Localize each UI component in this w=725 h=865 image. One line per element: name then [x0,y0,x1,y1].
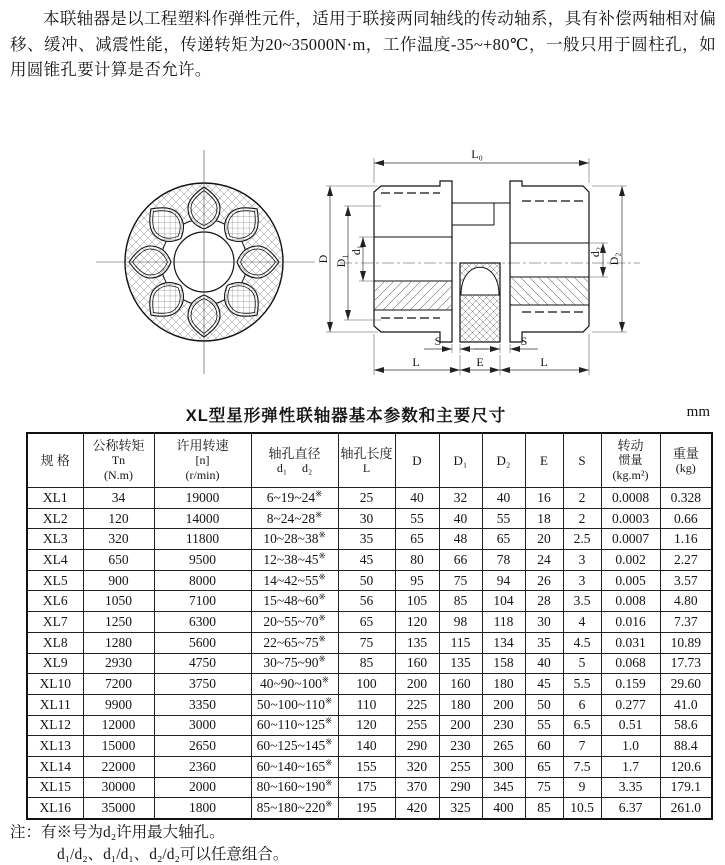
value-cell: 75 [338,632,395,653]
max-bore-star-mark: ※ [324,715,333,726]
spec-cell: XL4 [27,550,83,571]
value-cell: 95 [395,570,439,591]
value-cell: 12~38~45※ [251,550,338,571]
col-header-0: 规 格 [27,433,83,488]
value-cell: 2000 [154,777,251,798]
value-cell: 65 [338,612,395,633]
value-cell: 140 [338,736,395,757]
value-cell: 40 [439,508,482,529]
value-cell: 0.0008 [601,488,660,509]
value-cell: 200 [395,674,439,695]
col-header-10: 转动 惯量 (kg.m²) [601,433,660,488]
value-cell: 6~19~24※ [251,488,338,509]
table-title: XL型星形弹性联轴器基本参数和主要尺寸 [185,407,507,425]
col-header-11: 重量 (kg) [660,433,712,488]
value-cell: 345 [482,777,525,798]
value-cell: 55 [482,508,525,529]
value-cell: 110 [338,694,395,715]
value-cell: 265 [482,736,525,757]
value-cell: 9500 [154,550,251,571]
col-header-6: D₁ [439,433,482,488]
table-row [27,756,712,777]
spec-cell: XL1 [27,488,83,509]
value-cell: 4 [563,612,601,633]
value-cell: 65 [482,529,525,550]
value-cell: 4750 [154,653,251,674]
value-cell: 135 [439,653,482,674]
dim-label-d2: d₂ [588,246,602,258]
dim-label-L0: L₀ [471,147,483,161]
value-cell: 105 [395,591,439,612]
table-header-row [27,433,712,488]
value-cell: 2 [563,488,601,509]
dim-label-L-right: L [540,355,548,369]
value-cell: 2360 [154,756,251,777]
coupling-drawing [0,140,725,398]
value-cell: 2650 [154,736,251,757]
value-cell: 290 [395,736,439,757]
table-row [27,736,712,757]
value-cell: 60~110~125※ [251,715,338,736]
value-cell: 55 [395,508,439,529]
value-cell: 22000 [83,756,154,777]
value-cell: 255 [439,756,482,777]
table-row [27,674,712,695]
dim-label-D2: D₂ [607,252,621,266]
notes [10,822,288,865]
value-cell: 120 [83,508,154,529]
value-cell: 180 [482,674,525,695]
spec-cell: XL5 [27,570,83,591]
col-header-4: 轴孔长度 L [338,433,395,488]
value-cell: 255 [395,715,439,736]
max-bore-star-mark: ※ [318,633,326,644]
value-cell: 30~75~90※ [251,653,338,674]
max-bore-star-mark: ※ [318,653,326,664]
dim-label-D1: D₁ [334,254,348,268]
value-cell: 10.89 [660,632,712,653]
max-bore-star-mark: ※ [325,736,333,747]
spec-cell: XL7 [27,612,83,633]
value-cell: 35 [338,529,395,550]
spec-cell: XL10 [27,674,83,695]
value-cell: 14000 [154,508,251,529]
value-cell: 34 [83,488,154,509]
value-cell: 3750 [154,674,251,695]
value-cell: 370 [395,777,439,798]
value-cell: 15~48~60※ [251,591,338,612]
intro-paragraph: 本联轴器是以工程塑料作弹性元件，适用于联接两同轴线的传动轴系，具有补偿两轴相对偏移、缓冲、减震性能，传递转矩为20~35000N·m，工作温度-35~+80℃，一般只用于圆柱孔，如用圆锥孔要计算是否允许。 [10,9,716,79]
value-cell: 120 [338,715,395,736]
max-bore-star-mark: ※ [315,488,323,499]
value-cell: 118 [482,612,525,633]
spec-cell: XL11 [27,694,83,715]
value-cell: 1.7 [601,756,660,777]
max-bore-star-mark: ※ [325,798,333,809]
value-cell: 30 [525,612,563,633]
value-cell: 60~140~165※ [251,756,338,777]
max-bore-star-mark: ※ [318,529,326,540]
value-cell: 60 [525,736,563,757]
value-cell: 75 [439,570,482,591]
table-caption [26,402,710,426]
value-cell: 66 [439,550,482,571]
value-cell: 7.5 [563,756,601,777]
value-cell: 8~24~28※ [251,508,338,529]
spec-cell: XL15 [27,777,83,798]
value-cell: 225 [395,694,439,715]
value-cell: 6.37 [601,798,660,819]
col-header-2: 许用转速 [n] (r/min) [154,433,251,488]
value-cell: 155 [338,756,395,777]
value-cell: 85 [338,653,395,674]
value-cell: 135 [395,632,439,653]
table-row [27,488,712,509]
value-cell: 85~180~220※ [251,798,338,819]
value-cell: 3350 [154,694,251,715]
value-cell: 5 [563,653,601,674]
value-cell: 10.5 [563,798,601,819]
dim-label-d1: d₁ [349,244,363,256]
value-cell: 7200 [83,674,154,695]
table-unit-label: mm [686,404,710,420]
value-cell: 6300 [154,612,251,633]
max-bore-star-mark: ※ [315,509,323,520]
value-cell: 80~160~190※ [251,777,338,798]
max-bore-star-mark: ※ [318,591,326,602]
front-view [96,150,315,374]
value-cell: 0.51 [601,715,660,736]
spec-cell: XL13 [27,736,83,757]
value-cell: 5600 [154,632,251,653]
value-cell: 30 [338,508,395,529]
value-cell: 6 [563,694,601,715]
value-cell: 58.6 [660,715,712,736]
value-cell: 30000 [83,777,154,798]
value-cell: 55 [525,715,563,736]
value-cell: 29.60 [660,674,712,695]
table-row [27,632,712,653]
value-cell: 8000 [154,570,251,591]
value-cell: 400 [482,798,525,819]
value-cell: 0.005 [601,570,660,591]
value-cell: 16 [525,488,563,509]
value-cell: 179.1 [660,777,712,798]
value-cell: 9900 [83,694,154,715]
value-cell: 300 [482,756,525,777]
max-bore-star-mark: ※ [325,757,333,768]
value-cell: 261.0 [660,798,712,819]
table-row [27,591,712,612]
max-bore-star-mark: ※ [325,777,333,788]
value-cell: 5.5 [563,674,601,695]
value-cell: 200 [439,715,482,736]
value-cell: 4.80 [660,591,712,612]
value-cell: 3000 [154,715,251,736]
value-cell: 0.277 [601,694,660,715]
max-bore-star-mark: ※ [318,550,326,561]
table-row [27,777,712,798]
max-bore-star-mark: ※ [318,571,326,582]
value-cell: 41.0 [660,694,712,715]
table-row [27,570,712,591]
value-cell: 2.5 [563,529,601,550]
value-cell: 160 [439,674,482,695]
value-cell: 60~125~145※ [251,736,338,757]
dim-label-D: D [316,254,330,264]
note-line-1: 注：有※号为d₂许用最大轴孔。 [10,824,225,841]
value-cell: 9 [563,777,601,798]
value-cell: 94 [482,570,525,591]
note-line-2: d₁/d₂、d₁/d₁、d₂/d₂可以任意组合。 [57,845,289,863]
value-cell: 325 [439,798,482,819]
value-cell: 50~100~110※ [251,694,338,715]
spec-cell: XL16 [27,798,83,819]
value-cell: 6.5 [563,715,601,736]
value-cell: 10~28~38※ [251,529,338,550]
dim-label-S-right: S [520,334,528,348]
value-cell: 45 [338,550,395,571]
value-cell: 1.16 [660,529,712,550]
value-cell: 14~42~55※ [251,570,338,591]
value-cell: 17.73 [660,653,712,674]
spec-cell: XL8 [27,632,83,653]
value-cell: 98 [439,612,482,633]
value-cell: 40~90~100※ [251,674,338,695]
value-cell: 175 [338,777,395,798]
value-cell: 200 [482,694,525,715]
value-cell: 134 [482,632,525,653]
value-cell: 3.35 [601,777,660,798]
value-cell: 195 [338,798,395,819]
value-cell: 80 [395,550,439,571]
table-row [27,529,712,550]
value-cell: 65 [525,756,563,777]
table-row [27,715,712,736]
value-cell: 0.0003 [601,508,660,529]
value-cell: 85 [525,798,563,819]
value-cell: 20 [525,529,563,550]
section-view [316,147,640,375]
value-cell: 3 [563,550,601,571]
value-cell: 11800 [154,529,251,550]
value-cell: 24 [525,550,563,571]
dim-label-L-left: L [412,355,420,369]
table-row [27,653,712,674]
value-cell: 3.57 [660,570,712,591]
value-cell: 104 [482,591,525,612]
value-cell: 35 [525,632,563,653]
value-cell: 320 [395,756,439,777]
spec-cell: XL14 [27,756,83,777]
value-cell: 15000 [83,736,154,757]
table-row [27,694,712,715]
value-cell: 230 [482,715,525,736]
value-cell: 1050 [83,591,154,612]
value-cell: 56 [338,591,395,612]
note-prefix: 注： [10,824,42,841]
value-cell: 0.002 [601,550,660,571]
value-cell: 7100 [154,591,251,612]
value-cell: 158 [482,653,525,674]
value-cell: 48 [439,529,482,550]
dim-label-S-left: S [434,334,442,348]
value-cell: 25 [338,488,395,509]
value-cell: 0.66 [660,508,712,529]
dim-label-E: E [476,355,484,369]
value-cell: 180 [439,694,482,715]
spec-cell: XL9 [27,653,83,674]
value-cell: 50 [338,570,395,591]
value-cell: 900 [83,570,154,591]
value-cell: 85 [439,591,482,612]
value-cell: 1800 [154,798,251,819]
value-cell: 115 [439,632,482,653]
value-cell: 320 [83,529,154,550]
value-cell: 120.6 [660,756,712,777]
col-header-3: 轴孔直径 d₁ d₂ [251,433,338,488]
value-cell: 28 [525,591,563,612]
col-header-8: E [525,433,563,488]
value-cell: 50 [525,694,563,715]
value-cell: 18 [525,508,563,529]
col-header-7: D₂ [482,433,525,488]
value-cell: 7 [563,736,601,757]
value-cell: 650 [83,550,154,571]
value-cell: 35000 [83,798,154,819]
col-header-1: 公称转矩 Tn (N.m) [83,433,154,488]
value-cell: 32 [439,488,482,509]
value-cell: 3 [563,570,601,591]
spec-cell: XL12 [27,715,83,736]
value-cell: 3.5 [563,591,601,612]
value-cell: 230 [439,736,482,757]
spec-cell: XL2 [27,508,83,529]
value-cell: 420 [395,798,439,819]
max-bore-star-mark: ※ [324,695,333,706]
value-cell: 1250 [83,612,154,633]
spec-cell: XL3 [27,529,83,550]
value-cell: 2.27 [660,550,712,571]
value-cell: 290 [439,777,482,798]
value-cell: 20~55~70※ [251,612,338,633]
value-cell: 0.159 [601,674,660,695]
value-cell: 19000 [154,488,251,509]
value-cell: 1.0 [601,736,660,757]
table-row [27,798,712,819]
value-cell: 160 [395,653,439,674]
value-cell: 88.4 [660,736,712,757]
spec-cell: XL6 [27,591,83,612]
col-header-9: S [563,433,601,488]
value-cell: 75 [525,777,563,798]
value-cell: 100 [338,674,395,695]
value-cell: 26 [525,570,563,591]
value-cell: 40 [395,488,439,509]
value-cell: 120 [395,612,439,633]
parameters-table [26,432,713,820]
max-bore-star-mark: ※ [321,674,329,685]
table-row [27,612,712,633]
value-cell: 40 [525,653,563,674]
value-cell: 0.008 [601,591,660,612]
value-cell: 0.0007 [601,529,660,550]
value-cell: 12000 [83,715,154,736]
value-cell: 40 [482,488,525,509]
value-cell: 22~65~75※ [251,632,338,653]
table-row [27,508,712,529]
value-cell: 78 [482,550,525,571]
col-header-5: D [395,433,439,488]
value-cell: 2 [563,508,601,529]
value-cell: 1280 [83,632,154,653]
value-cell: 0.031 [601,632,660,653]
table-row [27,550,712,571]
value-cell: 0.016 [601,612,660,633]
value-cell: 45 [525,674,563,695]
value-cell: 4.5 [563,632,601,653]
value-cell: 2930 [83,653,154,674]
max-bore-star-mark: ※ [318,612,326,623]
value-cell: 0.068 [601,653,660,674]
value-cell: 65 [395,529,439,550]
value-cell: 7.37 [660,612,712,633]
value-cell: 0.328 [660,488,712,509]
